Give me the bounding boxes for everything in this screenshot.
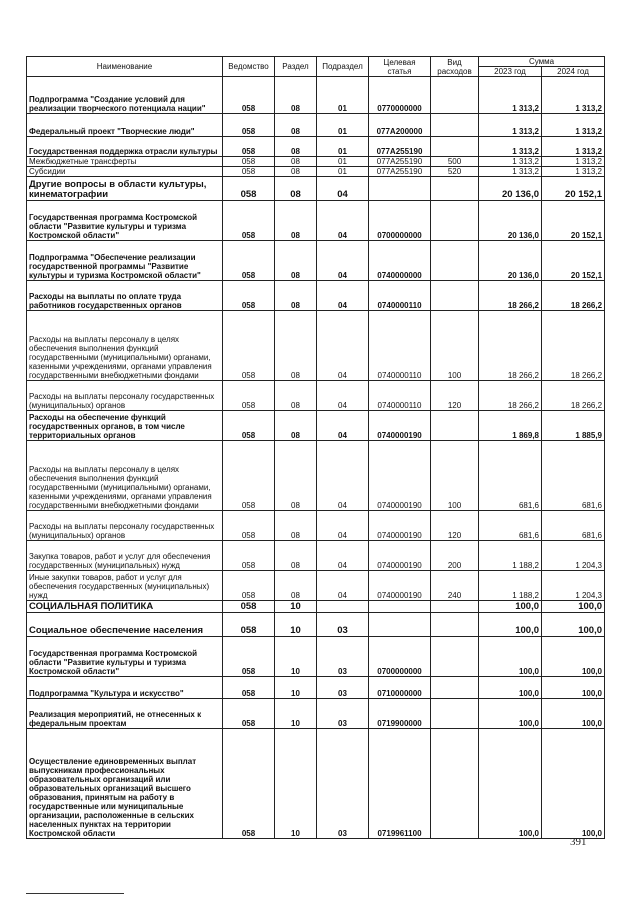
row-sum-2023: 1 313,2 <box>479 114 542 137</box>
row-podrazdel: 04 <box>317 511 369 541</box>
header-vid: Вид расходов <box>431 57 479 77</box>
row-sum-2024: 100,0 <box>542 729 605 839</box>
table-row <box>27 157 605 167</box>
row-target: 0740000110 <box>369 311 431 381</box>
row-name: Расходы на выплаты персоналу государственных (муниципальных) органов <box>27 511 223 541</box>
table-row <box>27 114 605 137</box>
page-number: 391 <box>570 836 587 848</box>
row-target: 077А255190 <box>369 167 431 177</box>
row-sum-2023: 1 313,2 <box>479 137 542 157</box>
row-razdel: 08 <box>275 77 317 114</box>
row-razdel: 08 <box>275 441 317 511</box>
row-sum-2023: 20 136,0 <box>479 201 542 241</box>
row-name: Межбюджетные трансферты <box>27 157 223 167</box>
row-target <box>369 601 431 613</box>
row-sum-2023: 681,6 <box>479 511 542 541</box>
row-name: Расходы на выплаты персоналу в целях обеспечения выполнения функций государственными (муниципальными) органами, казенными учреждениями, органами управления государственными внебюджетными фондами <box>27 441 223 511</box>
row-razdel: 08 <box>275 541 317 571</box>
row-podrazdel: 04 <box>317 311 369 381</box>
row-razdel: 10 <box>275 699 317 729</box>
row-vid: 520 <box>431 167 479 177</box>
row-target: 0740000190 <box>369 571 431 601</box>
table-row <box>27 511 605 541</box>
table-row <box>27 677 605 699</box>
table-row <box>27 571 605 601</box>
row-target: 0740000190 <box>369 511 431 541</box>
header-summa: Сумма <box>479 57 605 67</box>
row-vedomstvo: 058 <box>223 77 275 114</box>
row-vid <box>431 77 479 114</box>
table-row <box>27 637 605 677</box>
row-podrazdel: 03 <box>317 699 369 729</box>
row-razdel: 08 <box>275 137 317 157</box>
row-target: 0740000190 <box>369 541 431 571</box>
row-podrazdel: 04 <box>317 177 369 201</box>
row-podrazdel: 04 <box>317 281 369 311</box>
row-sum-2023: 1 869,8 <box>479 411 542 441</box>
row-sum-2024: 1 885,9 <box>542 411 605 441</box>
table-row <box>27 77 605 114</box>
row-sum-2024: 1 313,2 <box>542 114 605 137</box>
row-sum-2024: 1 204,3 <box>542 541 605 571</box>
row-vedomstvo: 058 <box>223 571 275 601</box>
row-name: Социальное обеспечение населения <box>27 613 223 637</box>
row-razdel: 10 <box>275 677 317 699</box>
row-vid <box>431 177 479 201</box>
row-vid <box>431 601 479 613</box>
row-sum-2023: 18 266,2 <box>479 281 542 311</box>
row-sum-2023: 20 136,0 <box>479 177 542 201</box>
row-razdel: 08 <box>275 157 317 167</box>
row-target: 077А200000 <box>369 114 431 137</box>
row-target: 0700000000 <box>369 201 431 241</box>
row-sum-2023: 1 313,2 <box>479 77 542 114</box>
row-target: 0710000000 <box>369 677 431 699</box>
row-vid <box>431 137 479 157</box>
row-razdel: 08 <box>275 201 317 241</box>
row-name: Расходы на обеспечение функций государственных органов, в том числе территориальных органов <box>27 411 223 441</box>
table-row <box>27 381 605 411</box>
row-target: 0719961100 <box>369 729 431 839</box>
table-row <box>27 241 605 281</box>
row-vid: 200 <box>431 541 479 571</box>
row-vid <box>431 281 479 311</box>
row-podrazdel: 03 <box>317 613 369 637</box>
row-podrazdel: 04 <box>317 201 369 241</box>
row-podrazdel: 03 <box>317 637 369 677</box>
row-vid <box>431 677 479 699</box>
row-vedomstvo: 058 <box>223 241 275 281</box>
row-podrazdel: 03 <box>317 729 369 839</box>
row-vid: 100 <box>431 441 479 511</box>
table-row <box>27 729 605 839</box>
row-name: Государственная программа Костромской области "Развитие культуры и туризма Костромской области" <box>27 637 223 677</box>
row-name: Иные закупки товаров, работ и услуг для обеспечения государственных (муниципальных) нужд <box>27 571 223 601</box>
row-vedomstvo: 058 <box>223 601 275 613</box>
table-row <box>27 137 605 157</box>
header-razdel: Раздел <box>275 57 317 77</box>
row-razdel: 10 <box>275 637 317 677</box>
row-name: Закупка товаров, работ и услуг для обеспечения государственных (муниципальных) нужд <box>27 541 223 571</box>
row-vid <box>431 613 479 637</box>
row-vid <box>431 114 479 137</box>
table-row <box>27 167 605 177</box>
row-podrazdel: 01 <box>317 114 369 137</box>
row-podrazdel <box>317 601 369 613</box>
row-vedomstvo: 058 <box>223 167 275 177</box>
row-vid: 100 <box>431 311 479 381</box>
row-name: Государственная поддержка отрасли культуры <box>27 137 223 157</box>
row-vedomstvo: 058 <box>223 311 275 381</box>
table-row <box>27 281 605 311</box>
row-vid <box>431 699 479 729</box>
row-razdel: 08 <box>275 167 317 177</box>
row-vedomstvo: 058 <box>223 511 275 541</box>
row-name: Подпрограмма "Создание условий для реализации творческого потенциала нации" <box>27 77 223 114</box>
row-sum-2023: 1 188,2 <box>479 571 542 601</box>
row-podrazdel: 04 <box>317 241 369 281</box>
row-vid: 500 <box>431 157 479 167</box>
row-sum-2024: 1 313,2 <box>542 157 605 167</box>
row-vedomstvo: 058 <box>223 541 275 571</box>
row-vid <box>431 637 479 677</box>
table-row <box>27 311 605 381</box>
row-sum-2023: 681,6 <box>479 441 542 511</box>
row-sum-2023: 100,0 <box>479 613 542 637</box>
table-row <box>27 601 605 613</box>
table-row <box>27 613 605 637</box>
row-sum-2023: 20 136,0 <box>479 241 542 281</box>
row-podrazdel: 01 <box>317 137 369 157</box>
row-podrazdel: 01 <box>317 157 369 167</box>
row-name: Расходы на выплаты по оплате труда работников государственных органов <box>27 281 223 311</box>
row-vid <box>431 201 479 241</box>
row-target: 0740000190 <box>369 441 431 511</box>
row-target: 0740000190 <box>369 411 431 441</box>
table-row <box>27 177 605 201</box>
row-vid: 240 <box>431 571 479 601</box>
row-sum-2024: 1 313,2 <box>542 137 605 157</box>
row-podrazdel: 04 <box>317 411 369 441</box>
row-razdel: 08 <box>275 381 317 411</box>
row-name: Другие вопросы в области культуры, кинематографии <box>27 177 223 201</box>
row-vedomstvo: 058 <box>223 201 275 241</box>
row-target <box>369 177 431 201</box>
row-podrazdel: 04 <box>317 571 369 601</box>
header-2023: 2023 год <box>479 67 542 77</box>
row-razdel: 08 <box>275 511 317 541</box>
row-razdel: 08 <box>275 114 317 137</box>
row-sum-2023: 1 313,2 <box>479 157 542 167</box>
row-vedomstvo: 058 <box>223 729 275 839</box>
row-vedomstvo: 058 <box>223 281 275 311</box>
row-sum-2023: 100,0 <box>479 601 542 613</box>
row-target: 0740000110 <box>369 281 431 311</box>
row-podrazdel: 01 <box>317 167 369 177</box>
row-sum-2024: 20 152,1 <box>542 241 605 281</box>
row-name: Расходы на выплаты персоналу в целях обеспечения выполнения функций государственными (муниципальными) органами, казенными учреждениями, органами управления государственными внебюджетными фондами <box>27 311 223 381</box>
table-row <box>27 441 605 511</box>
row-razdel: 10 <box>275 613 317 637</box>
row-sum-2023: 100,0 <box>479 699 542 729</box>
row-sum-2024: 20 152,1 <box>542 177 605 201</box>
row-target: 0740000000 <box>369 241 431 281</box>
row-sum-2024: 20 152,1 <box>542 201 605 241</box>
row-sum-2024: 100,0 <box>542 601 605 613</box>
header-target: Целевая статья <box>369 57 431 77</box>
row-target: 077А255190 <box>369 157 431 167</box>
row-sum-2024: 100,0 <box>542 677 605 699</box>
row-sum-2024: 1 313,2 <box>542 77 605 114</box>
row-podrazdel: 04 <box>317 441 369 511</box>
row-razdel: 08 <box>275 311 317 381</box>
table-row <box>27 411 605 441</box>
row-sum-2023: 100,0 <box>479 729 542 839</box>
row-podrazdel: 01 <box>317 77 369 114</box>
row-vedomstvo: 058 <box>223 613 275 637</box>
row-sum-2023: 1 188,2 <box>479 541 542 571</box>
row-razdel: 10 <box>275 729 317 839</box>
table-row <box>27 541 605 571</box>
row-sum-2024: 18 266,2 <box>542 381 605 411</box>
row-razdel: 08 <box>275 281 317 311</box>
row-podrazdel: 04 <box>317 381 369 411</box>
row-target: 0700000000 <box>369 637 431 677</box>
row-target <box>369 613 431 637</box>
row-vid <box>431 411 479 441</box>
footer-rule <box>26 893 124 894</box>
budget-table <box>26 56 605 839</box>
row-sum-2024: 100,0 <box>542 637 605 677</box>
row-razdel: 08 <box>275 411 317 441</box>
row-vedomstvo: 058 <box>223 677 275 699</box>
row-vedomstvo: 058 <box>223 699 275 729</box>
row-sum-2023: 100,0 <box>479 637 542 677</box>
row-vedomstvo: 058 <box>223 137 275 157</box>
row-name: Субсидии <box>27 167 223 177</box>
header-podrazdel: Подраздел <box>317 57 369 77</box>
row-sum-2024: 100,0 <box>542 699 605 729</box>
row-target: 077А255190 <box>369 137 431 157</box>
row-vedomstvo: 058 <box>223 177 275 201</box>
row-razdel: 08 <box>275 241 317 281</box>
row-sum-2023: 18 266,2 <box>479 381 542 411</box>
row-vedomstvo: 058 <box>223 441 275 511</box>
row-razdel: 08 <box>275 571 317 601</box>
row-sum-2024: 681,6 <box>542 441 605 511</box>
row-vid: 120 <box>431 511 479 541</box>
row-name: Федеральный проект "Творческие люди" <box>27 114 223 137</box>
row-razdel: 10 <box>275 601 317 613</box>
header-vedomstvo: Ведомство <box>223 57 275 77</box>
row-razdel: 08 <box>275 177 317 201</box>
row-sum-2023: 1 313,2 <box>479 167 542 177</box>
row-vedomstvo: 058 <box>223 411 275 441</box>
row-name: СОЦИАЛЬНАЯ ПОЛИТИКА <box>27 601 223 613</box>
row-vid: 120 <box>431 381 479 411</box>
row-sum-2024: 18 266,2 <box>542 281 605 311</box>
row-name: Подпрограмма "Обеспечение реализации государственной программы "Развитие культуры и туризма Костромской области" <box>27 241 223 281</box>
row-vedomstvo: 058 <box>223 114 275 137</box>
row-name: Государственная программа Костромской области "Развитие культуры и туризма Костромской области" <box>27 201 223 241</box>
row-sum-2024: 1 313,2 <box>542 167 605 177</box>
row-vid <box>431 241 479 281</box>
row-name: Расходы на выплаты персоналу государственных (муниципальных) органов <box>27 381 223 411</box>
row-vedomstvo: 058 <box>223 381 275 411</box>
row-sum-2024: 18 266,2 <box>542 311 605 381</box>
row-sum-2024: 100,0 <box>542 613 605 637</box>
row-name: Реализация мероприятий, не отнесенных к федеральным проектам <box>27 699 223 729</box>
row-vid <box>431 729 479 839</box>
table-row <box>27 699 605 729</box>
row-podrazdel: 04 <box>317 541 369 571</box>
header-2024: 2024 год <box>542 67 605 77</box>
table-row <box>27 201 605 241</box>
row-name: Осуществление единовременных выплат выпускникам профессиональных образовательных организаций или образовательных организаций высшего образования, принятым на работу в государственные или муниципальные организации, расположенные в сельских населенных пунктах на территории Костромской области <box>27 729 223 839</box>
row-vedomstvo: 058 <box>223 157 275 167</box>
row-sum-2024: 681,6 <box>542 511 605 541</box>
header-name: Наименование <box>27 57 223 77</box>
row-sum-2023: 18 266,2 <box>479 311 542 381</box>
row-target: 0719900000 <box>369 699 431 729</box>
row-podrazdel: 03 <box>317 677 369 699</box>
row-target: 0740000110 <box>369 381 431 411</box>
table-body <box>27 77 605 839</box>
row-name: Подпрограмма "Культура и искусство" <box>27 677 223 699</box>
row-vedomstvo: 058 <box>223 637 275 677</box>
row-target: 0770000000 <box>369 77 431 114</box>
row-sum-2024: 1 204,3 <box>542 571 605 601</box>
budget-table-page <box>26 56 604 839</box>
row-sum-2023: 100,0 <box>479 677 542 699</box>
